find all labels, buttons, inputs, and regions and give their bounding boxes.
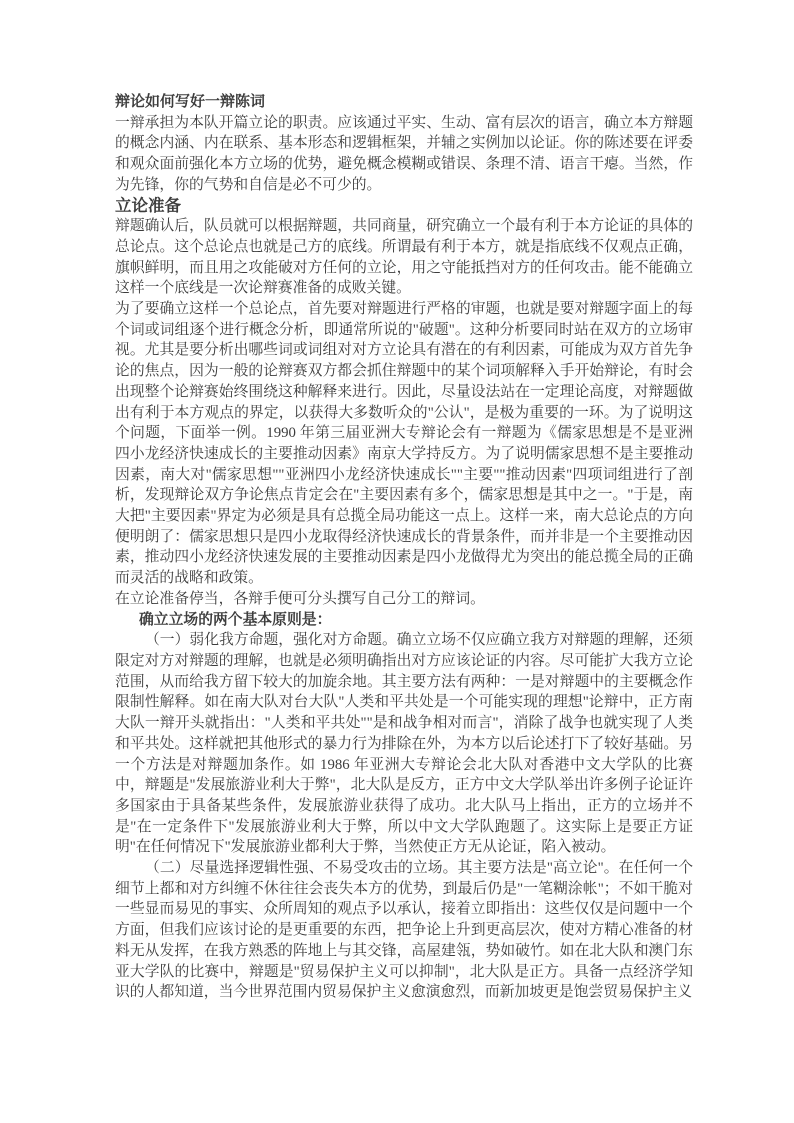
- paragraph-principle-2: （二）尽量选择逻辑性强、不易受攻击的立场。其主要方法是"高立论"。在任何一个细节上都和对方纠缠不休往往会丧失本方的优势，到最后仍是"一笔糊涂帐"；不如干脆对一些显而易见的事实、众所周知的观点予以承认，接着立即指出：这些仅仅是问题中一个方面，但我们应该讨论的是更重要的东西，把争论上升到更高层次，使对方精心准备的材料无从发挥，在我方熟悉的阵地上与其交锋，高屋建瓴，势如破竹。如在北大队和澳门东亚大学队的比赛中，辩题是"贸易保护主义可以抑制"，北大队是正方。具备一点经济学知识的人都知道，当今世界范围内贸易保护主义愈演愈烈，而新加坡更是饱尝贸易保护主义: [115, 860, 693, 1001]
- heading-two-principles: 确立立场的两个基本原则是：: [139, 611, 332, 628]
- paragraph-ready-to-write: 在立论准备停当，各辩手便可分头撰写自己分工的辩词。: [115, 590, 485, 607]
- paragraph-principle-1: （一）弱化我方命题，强化对方命题。确立立场不仅应确立我方对辩题的理解，还须限定对方对辩题的理解，也就是必须明确指出对方应该论证的内容。尽可能扩大我方立论范围，从而给我方留下较大的加旋余地。其主要方法有两种：一是对辩题中的主要概念作限制性解释。如在南大队对台大队"人类和平共处是一个可能实现的理想"论辩中，正方南大队一辩开头就指出："人类和平共处""是和战争相对而言"，消除了战争也就实现了人类和平共处。这样就把其他形式的暴力行为排除在外，为本方以后论述打下了较好基础。另一个方法是对辩题加条作。如 1986 年亚洲大专辩论会北大队对香港中文大学队的比赛中，辩题是"发展旅游业利大于弊"，北大队是反方，正方中文大学队举出许多例子论证许多国家由于具备某些条件，发展旅游业获得了成功。北大队马上指出，正方的立场并不是"在一定条件下"发展旅游业利大于弊，所以中文大学队跑题了。这实际上是要正方证明"在任何情况下"发展旅游业都利大于弊，当然使正方无从论证，陷入被动。: [115, 632, 693, 856]
- document-body: [115, 92, 693, 1003]
- paragraph-intro: 一辩承担为本队开篇立论的职责。应该通过平实、生动、富有层次的语言，确立本方辩题的概念内涵、内在联系、基本形态和逻辑框架，并辅之实例加以论证。你的陈述要在评委和观众面前强化本方立场的优势，避免概念模糊或错误、条理不清、语言干瘪。当然，作为先锋，你的气势和自信是必不可少的。: [115, 114, 693, 193]
- document-title: 辩论如何写好一辩陈词: [115, 94, 266, 110]
- paragraph-baseline: 辩题确认后，队员就可以根据辩题，共同商量，研究确立一个最有利于本方论证的具体的总论点。这个总论点也就是己方的底线。所谓最有利于本方，就是指底线不仅观点正确，旗帜鲜明，而且用之攻能破对方任何的立论，用之守能抵挡对方的任何攻击。能不能确立这样一个底线是一次论辩赛准备的成败关键。: [115, 218, 693, 297]
- section-heading-lilun-zhunbei: 立论准备: [115, 195, 181, 215]
- paragraph-examine-topic: 为了要确立这样一个总论点，首先要对辩题进行严格的审题，也就是要对辩题字面上的每个词或词组逐个进行概念分析，即通常所说的"破题"。这种分析要同时站在双方的立场审视。尤其是要分析出哪些词或词组对对方立论具有潜在的有利因素，可能成为双方首先争论的焦点，因为一般的论辩赛双方都会抓住辩题中的某个词项解释入手开始辩论，有时会出现整个论辩赛始终围绕这种解释来进行。因此，尽量设法站在一定理论高度，对辩题做出有利于本方观点的界定，以获得大多数听众的"公认"，是极为重要的一环。为了说明这个问题，下面举一例。1990 年第三届亚洲大专辩论会有一辩题为《儒家思想是不是亚洲四小龙经济快速成长的主要推动因素》南京大学持反方。为了说明儒家思想不是主要推动因素，南大对"儒家思想""亚洲四小龙经济快速成长""主要""推动因素"四项词组进行了剖析，发现辩论双方争论焦点肯定会在"主要因素有多个，儒家思想是其中之一。"于是，南大把"主要因素"界定为必须是具有总揽全局功能这一点上。这样一来，南大总论点的方向便明朗了：儒家思想只是四小龙取得经济快速成长的背景条件，而并非是一个主要推动因素，推动四小龙经济快速发展的主要推动因素是四小龙做得尤为突出的能总揽全局的正确而灵活的战略和政策。: [115, 301, 693, 587]
